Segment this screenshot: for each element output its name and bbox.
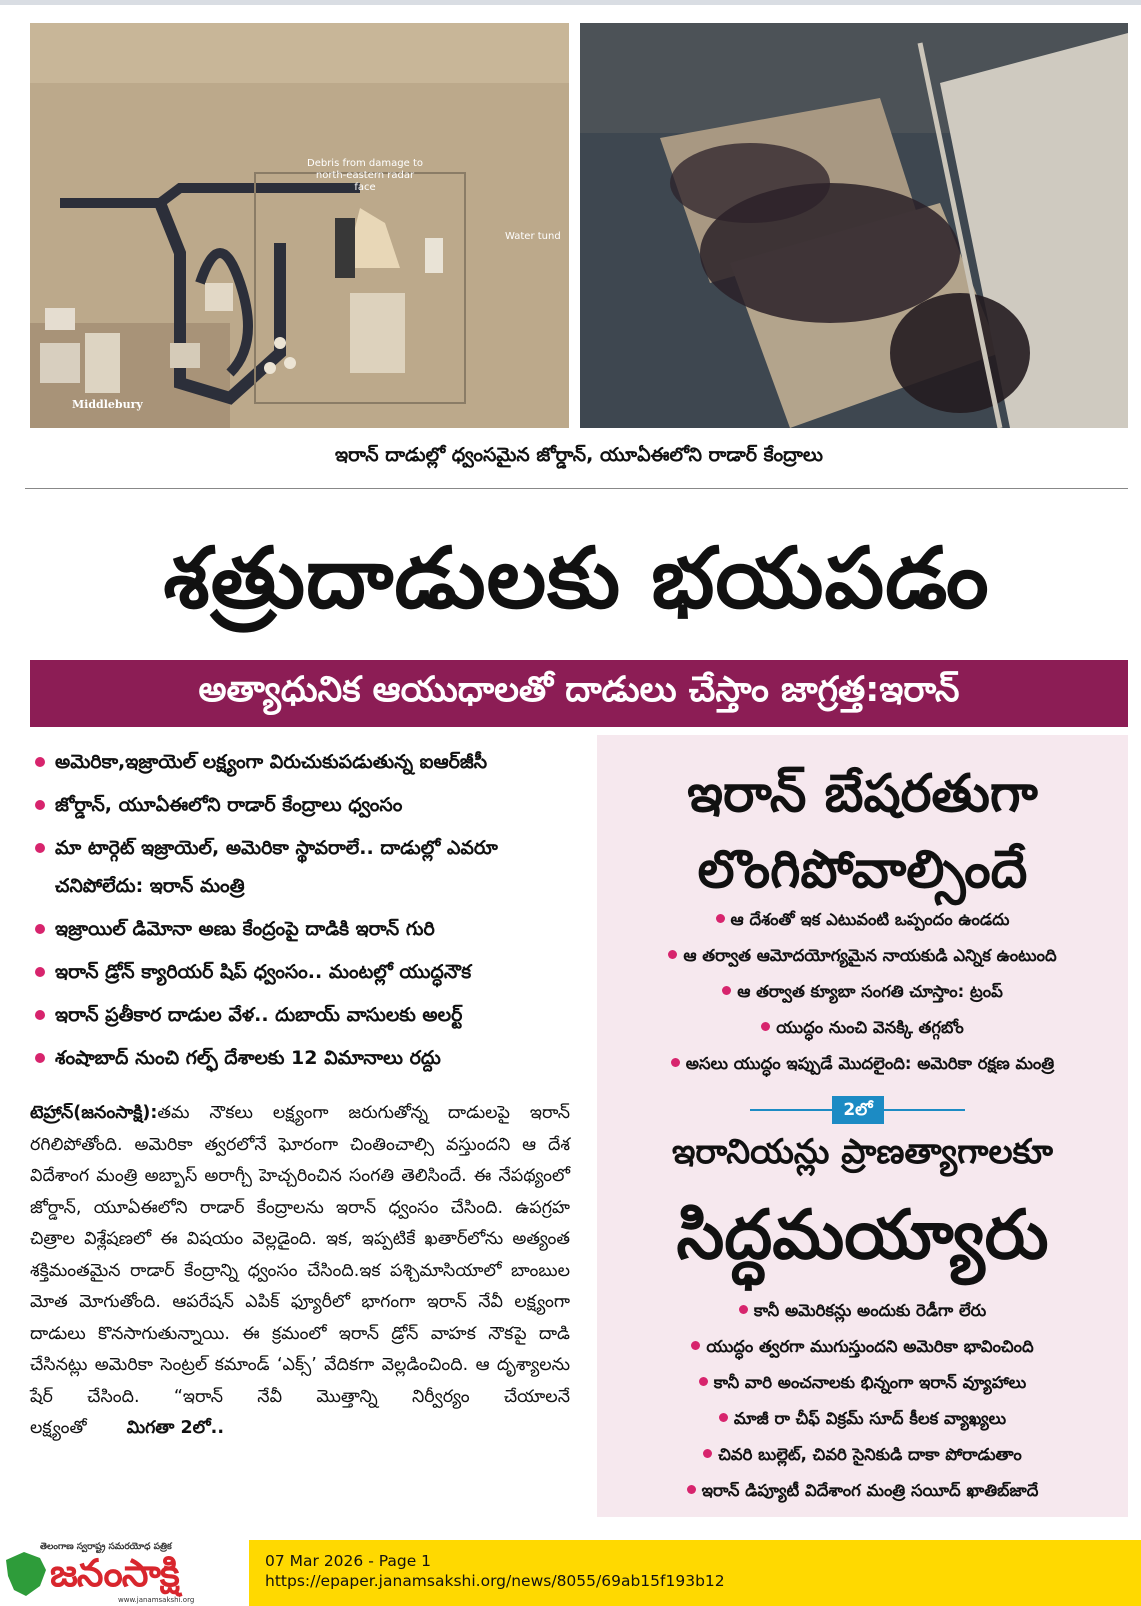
- key-point: జోర్డాన్, యూఏఈలోని రాడార్ కేంద్రాలు ధ్వంసం: [33, 786, 573, 824]
- bullet-icon: [35, 800, 45, 810]
- photo-watermark: Middlebury: [72, 398, 143, 411]
- bullet-icon: [668, 950, 677, 959]
- sidebar-point: కానీ వారి అంచనాలకు భిన్నంగా ఇరాన్ వ్యూహాలు: [597, 1365, 1128, 1401]
- bullet-icon: [35, 757, 45, 767]
- bullet-icon: [35, 843, 45, 853]
- article-dateline: టెహ్రాన్(జనంసాక్షి):: [30, 1103, 158, 1123]
- sidebar-bottom-points: [597, 1293, 1128, 1509]
- sidebar-title-line1: ఇరాన్ బేషరతుగా: [687, 763, 1038, 824]
- top-strip: [0, 0, 1141, 5]
- sidebar-point: ఇరాన్ డిప్యూటీ విదేశాంగ మంత్రి సయీద్ ఖాతిబ్‌జాదే: [597, 1473, 1128, 1509]
- sidebar-big-title: సిద్ధమయ్యారు: [676, 1195, 1049, 1275]
- page-reference-tag[interactable]: 2లో: [832, 1096, 884, 1124]
- sidebar-point: చివరి బుల్లెట్, చివరి సైనికుడి దాకా పోరాడుతాం: [597, 1437, 1128, 1473]
- bullet-icon: [691, 1341, 700, 1350]
- sidebar-point: కానీ అమెరికన్లు అందుకు రెడీగా లేరు: [597, 1293, 1128, 1329]
- bullet-icon: [739, 1305, 748, 1314]
- page-url[interactable]: https://epaper.janamsakshi.org/news/8055/69ab15f193b12: [265, 1572, 725, 1590]
- sidebar-subtitle: ఇరానియన్లు ప్రాణత్యాగాలకూ: [671, 1132, 1054, 1172]
- bullet-icon: [687, 1485, 696, 1494]
- page-reference[interactable]: [750, 1096, 965, 1124]
- footer-info: [265, 1551, 725, 1591]
- article-text: తమ నౌకలు లక్ష్యంగా జరుగుతోన్న దాడులపై ఇరాన్ రగిలిపోతోంది. అమెరికా త్వరలోనే ఘోరంగా చింతించాల్సి వస్తుందని ఆ దేశ విదేశాంగ మంత్రి అబ్బాస్ అరాగ్చీ హెచ్చరించిన సంగతి తెలిసిందే. ఈ నేపథ్యంలో జోర్డాన్, యూఏఈలోని రాడార్ కేంద్రాలను ఇరాన్ ధ్వంసం చేసింది. ఉపగ్రహ చిత్రాల విశ్లేషణలో ఈ విషయం వెల్లడైంది. ఇక, ఇప్పటికే ఖతార్‌లోను అత్యంత శక్తిమంతమైన రాడార్ కేంద్రాన్ని ధ్వంసం చేసింది.ఇక పశ్చిమాసియాలో బాంబుల మోత మోగుతోంది. ఆపరేషన్ ఎపిక్ ఫ్యూరీలో భాగంగా ఇరాన్ నేవీ లక్ష్యంగా దాడులు కొనసాగుతున్నాయి. ఈ క్రమంలో ఇరాన్ డ్రోన్ వాహక నౌకపై దాడి చేసినట్లు అమెరికా సెంట్రల్ కమాండ్ ‘ఎక్స్’ వేదికగా వెల్లడించింది. ఆ దృశ్యాలను షేర్ చేసింది. “ఇరాన్ నేవీ మొత్తాన్ని నిర్వీర్యం చేయాలనే లక్ష్యంతో: [30, 1103, 570, 1438]
- satellite-photo-uae-port: [580, 23, 1128, 428]
- photo-side-label: Water tund: [505, 231, 561, 242]
- key-points-list: [33, 743, 573, 1082]
- sidebar-point: ఆ తర్వాత క్యూబా సంగతి చూస్తాం: ట్రంప్: [597, 974, 1128, 1010]
- logo-tagline: తెలంగాణ స్వరాష్ట్ర సమరయోధ పత్రిక: [40, 1542, 172, 1552]
- sidebar-title-line2: లొంగిపోవాల్సిందే: [697, 839, 1028, 900]
- key-point: అమెరికా,ఇజ్రాయెల్ లక్ష్యంగా విరుచుకుపడుతున్న ఐఆర్‌జీసీ: [33, 743, 573, 781]
- bullet-icon: [35, 1053, 45, 1063]
- sidebar-top-points: [597, 902, 1128, 1082]
- key-point: మా టార్గెట్ ఇజ్రాయెల్, అమెరికా స్థావరాలే.. దాడుల్లో ఎవరూ చనిపోలేదు: ఇరాన్ మంత్రి: [33, 829, 573, 905]
- sub-headline-banner: [30, 660, 1128, 727]
- logo-wordmark: జనంసాక్షి: [50, 1550, 179, 1595]
- key-point: ఇరాన్ ప్రతీకార దాడుల వేళ.. దుబాయ్ వాసులకు అలర్ట్: [33, 996, 573, 1034]
- photo-caption: ఇరాన్ దాడుల్లో ధ్వంసమైన జోర్డాన్, యూఏఈలోని రాడార్ కేంద్రాలు: [335, 444, 823, 466]
- sub-headline: అత్యాధునిక ఆయుధాలతో దాడులు చేస్తాం జాగ్రత్త:ఇరాన్: [198, 669, 960, 710]
- sidebar-point: అసలు యుద్ధం ఇప్పుడే మొదలైంది: అమెరికా రక్షణ మంత్రి: [597, 1046, 1128, 1082]
- key-point: ఇరాన్ డ్రోన్ క్యారియర్ షిప్ ధ్వంసం.. మంటల్లో యుద్ధనౌక: [33, 953, 573, 991]
- bullet-icon: [699, 1377, 708, 1386]
- page-date: 07 Mar 2026 - Page 1: [265, 1552, 432, 1570]
- bullet-icon: [35, 924, 45, 934]
- article-body: [30, 1098, 570, 1445]
- continued-link[interactable]: మిగతా 2లో..: [126, 1418, 224, 1438]
- satellite-photo-jordan: [30, 23, 569, 428]
- sidebar-point: యుద్ధం నుంచి వెనక్కి తగ్గబోం: [597, 1010, 1128, 1046]
- bullet-icon: [716, 914, 725, 923]
- bullet-icon: [35, 1010, 45, 1020]
- sidebar-point: ఆ దేశంతో ఇక ఎటువంటి ఒప్పందం ఉండదు: [597, 902, 1128, 938]
- bullet-icon: [35, 967, 45, 977]
- bullet-icon: [671, 1058, 680, 1067]
- bullet-icon: [703, 1449, 712, 1458]
- sidebar-title: [597, 756, 1128, 908]
- bullet-icon: [719, 1413, 728, 1422]
- divider: [25, 488, 1128, 489]
- bullet-icon: [722, 986, 731, 995]
- sidebar-point: ఆ తర్వాత ఆమోదయోగ్యమైన నాయకుడి ఎన్నిక ఉంటుంది: [597, 938, 1128, 974]
- main-headline: శత్రుదాడులకు భయపడం: [163, 529, 990, 627]
- key-point: శంషాబాద్ నుంచి గల్ఫ్ దేశాలకు 12 విమానాలు రద్దు: [33, 1039, 573, 1077]
- key-point: ఇజ్రాయిల్ డిమోనా అణు కేంద్రంపై దాడికి ఇరాన్ గురి: [33, 910, 573, 948]
- sidebar-point: మాజీ రా చీఫ్ విక్రమ్ సూద్ కీలక వ్యాఖ్యలు: [597, 1401, 1128, 1437]
- sidebar-point: యుద్ధం త్వరగా ముగుస్తుందని అమెరికా భావించింది: [597, 1329, 1128, 1365]
- bullet-icon: [761, 1022, 770, 1031]
- logo-url: www.janamsakshi.org: [118, 1596, 195, 1604]
- photo-annotation: Debris from damage to north-eastern radar face: [307, 158, 423, 193]
